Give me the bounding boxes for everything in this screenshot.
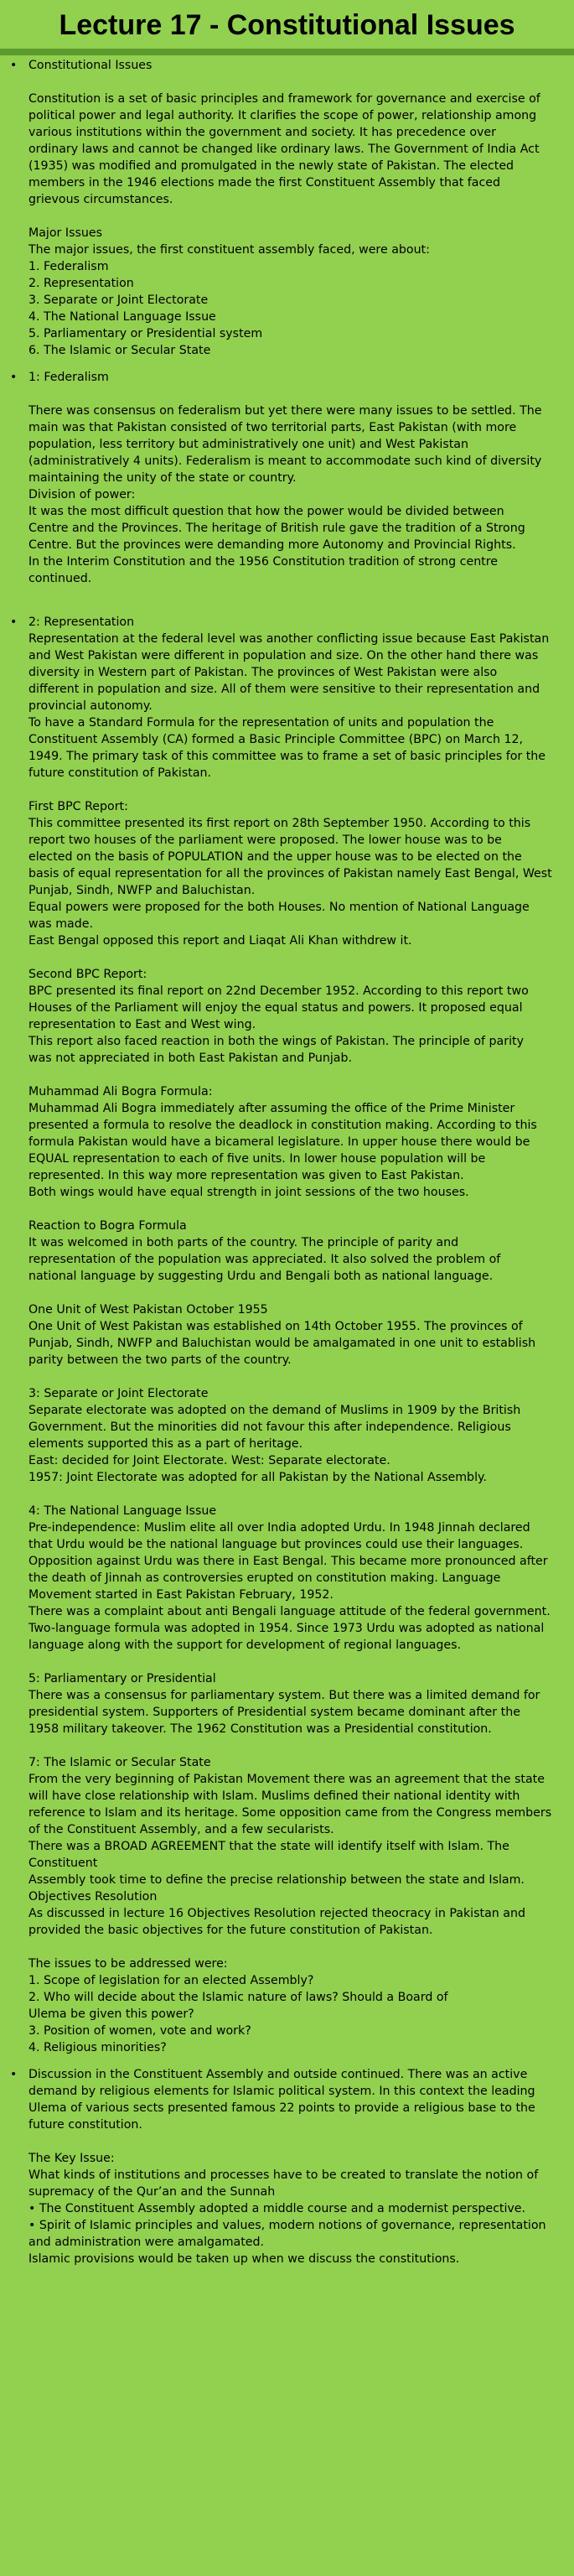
- text-line: Islamic provisions would be taken up when we discuss the constitutions.: [28, 2252, 460, 2266]
- text-line: This report also faced reaction in both the wings of Pakistan. The principle of parity: [28, 1035, 524, 1048]
- blank-line: [28, 1737, 568, 1754]
- text-line: population, less territory but administratively one unit) and West Pakistan: [28, 438, 468, 451]
- text-line: report two houses of the parliament were proposed. The lower house was to be: [28, 834, 502, 847]
- text-line: Assembly took time to define the precise relationship between the state and Islam.: [28, 1873, 525, 1887]
- text-line: Equal powers were proposed for the both Houses. No mention of National Language: [28, 901, 530, 914]
- text-line: Centre. But the provinces were demanding more Autonomy and Provincial Rights.: [28, 538, 516, 552]
- text-line: There was a BROAD AGREEMENT that the state will identify itself with Islam. The: [28, 1840, 509, 1853]
- text-line: This committee presented its first report on 28th September 1950. According to this: [28, 817, 531, 830]
- text-line: One Unit of West Pakistan was established on 14th October 1955. The provinces of: [28, 1320, 523, 1333]
- text-line: Muhammad Ali Bogra Formula:: [28, 1085, 213, 1098]
- blank-line: [28, 1939, 568, 1955]
- text-line: There was consensus on federalism but yet there were many issues to be settled. The: [28, 404, 542, 418]
- text-line: of the Constituent Assembly, and a few secularists.: [28, 1823, 334, 1836]
- text-line: 4. Religious minorities?: [28, 2041, 167, 2054]
- text-line: (administratively 4 units). Federalism is meant to accommodate such kind of diversity: [28, 454, 542, 468]
- section-spacer: [7, 359, 568, 369]
- text-line: Major Issues: [28, 226, 102, 240]
- text-line: Movement started in East Pakistan February, 1952.: [28, 1588, 334, 1602]
- text-line: To have a Standard Formula for the representation of units and population the: [28, 716, 494, 730]
- text-line: East Bengal opposed this report and Liaqat Ali Khan withdrew it.: [28, 934, 412, 948]
- blank-line: [28, 1368, 568, 1385]
- text-line: What kinds of institutions and processes have to be created to translate the notion of: [28, 2168, 539, 2182]
- blank-line: [28, 386, 568, 402]
- text-line: Pre-independence: Muslim elite all over India adopted Urdu. In 1948 Jinnah declared: [28, 1521, 530, 1535]
- blank-line: [28, 782, 568, 798]
- text-line: different in population and size. All of them were sensitive to their representation and: [28, 683, 540, 696]
- text-line: BPC presented its final report on 22nd December 1952. According to this report two: [28, 984, 529, 998]
- text-line: • The Constituent Assembly adopted a middle course and a modernist perspective.: [28, 2202, 526, 2215]
- text-line: Representation at the federal level was another conflicting issue because East Pakistan: [28, 632, 550, 646]
- text-line: Reaction to Bogra Formula: [28, 1219, 187, 1233]
- text-line: language along with the support for development of regional languages.: [28, 1639, 462, 1652]
- text-line: provided the basic objectives for the future constitution of Pakistan.: [28, 1924, 433, 1937]
- bullet-icon: •: [10, 59, 18, 72]
- page-title: Lecture 17 - Constitutional Issues: [59, 9, 515, 41]
- text-line: Opposition against Urdu was there in East Bengal. This became more pronounced after: [28, 1555, 548, 1568]
- text-line: reference to Islam and its heritage. Some opposition came from the Congress members: [28, 1806, 552, 1820]
- text-line: (1935) was modified and promulgated in the newly state of Pakistan. The elected: [28, 159, 515, 173]
- text-line: Constituent Assembly (CA) formed a Basic Principle Committee (BPC) on March 12,: [28, 733, 524, 746]
- text-line: that Urdu would be the national language but provinces could use their languages.: [28, 1538, 524, 1551]
- text-line: Government. But the minorities did not favour this after independence. Religious: [28, 1420, 511, 1434]
- text-line: The Key Issue:: [28, 2152, 115, 2165]
- text-line: was made.: [28, 917, 93, 931]
- text-line: 2: Representation: [28, 615, 135, 629]
- text-line: East: decided for Joint Electorate. West: Separate electorate.: [28, 1454, 390, 1467]
- text-line: national language by suggesting Urdu and Bengali both as national language.: [28, 1270, 494, 1283]
- text-line: provincial autonomy.: [28, 699, 153, 713]
- bullet-icon: •: [10, 2068, 18, 2081]
- text-line: members in the 1946 elections made the first Constituent Assembly that faced: [28, 176, 501, 190]
- text-line: was not appreciated in both East Pakistan and Punjab.: [28, 1052, 353, 1065]
- text-line: 4: The National Language Issue: [28, 1504, 217, 1518]
- text-line: 3: Separate or Joint Electorate: [28, 1387, 209, 1400]
- text-line: Punjab, Sindh, NWFP and Baluchistan would be amalgamated in one unit to establish: [28, 1337, 536, 1350]
- text-line: 3. Separate or Joint Electorate: [28, 293, 209, 307]
- text-line: As discussed in lecture 16 Objectives Resolution rejected theocracy in Pakistan and: [28, 1907, 525, 1920]
- text-line: future constitution.: [28, 2118, 142, 2132]
- text-line: The major issues, the first constituent assembly faced, were about:: [28, 243, 430, 257]
- text-line: 1958 military takeover. The 1962 Constitution was a Presidential constitution.: [28, 1722, 492, 1736]
- text-line: Centre and the Provinces. The heritage of British rule gave the tradition of a Strong: [28, 522, 525, 535]
- blank-line: [28, 2133, 568, 2150]
- text-line: represented. In this way more representation was given to East Pakistan.: [28, 1169, 464, 1182]
- bullet-section: [7, 369, 568, 604]
- text-line: Constitution is a set of basic principles and framework for governance and exercise of: [28, 92, 540, 106]
- text-line: basis of equal representation for all the provinces of Pakistan namely East Bengal, West: [28, 867, 552, 880]
- blank-line: [28, 949, 568, 966]
- text-line: There was a consensus for parliamentary system. But there was a limited demand for: [28, 1689, 540, 1702]
- text-line: presidential system. Supporters of Presidential system became dominant after the: [28, 1706, 520, 1719]
- text-line: 6. The Islamic or Secular State: [28, 344, 211, 357]
- text-line: One Unit of West Pakistan October 1955: [28, 1303, 268, 1317]
- text-line: will have close relationship with Islam. Muslims defined their national identity with: [28, 1789, 520, 1803]
- text-line: Muhammad Ali Bogra immediately after assuming the office of the Prime Minister: [28, 1102, 515, 1115]
- text-line: various institutions within the government and society. It has precedence over: [28, 126, 496, 139]
- section-spacer: [7, 2056, 568, 2066]
- text-line: It was welcomed in both parts of the country. The principle of parity and: [28, 1236, 459, 1249]
- text-line: and West Pakistan were different in population and size. On the other hand there was: [28, 649, 539, 662]
- text-line: maintaining the unity of the state or country.: [28, 471, 297, 485]
- text-line: 7: The Islamic or Secular State: [28, 1756, 211, 1769]
- blank-line: [28, 1285, 568, 1301]
- title-divider: [0, 49, 574, 55]
- text-line: representation to East and West wing.: [28, 1018, 256, 1031]
- text-line: representation of the population was appreciated. It also solved the problem of: [28, 1253, 501, 1266]
- text-line: formula Pakistan would have a bicameral legislature. In upper house there would be: [28, 1135, 530, 1149]
- text-line: Division of power:: [28, 488, 136, 501]
- text-line: From the very beginning of Pakistan Movement there was an agreement that the state: [28, 1773, 545, 1786]
- bullet-section: [7, 2066, 568, 2267]
- text-line: Punjab, Sindh, NWFP and Baluchistan.: [28, 884, 256, 897]
- text-line: EQUAL representation to each of five units. In lower house population will be: [28, 1152, 486, 1166]
- text-line: main was that Pakistan consisted of two territorial parts, East Pakistan (with more: [28, 421, 517, 434]
- text-line: Houses of the Parliament will enjoy the equal status and powers. It proposed equal: [28, 1001, 523, 1015]
- text-line: future constitution of Pakistan.: [28, 766, 212, 780]
- text-line: elected on the basis of POPULATION and the upper house was to be elected on the: [28, 850, 522, 864]
- blank-line: [28, 74, 568, 91]
- blank-line: [28, 208, 568, 225]
- text-line: parity between the two parts of the country.: [28, 1353, 292, 1367]
- text-line: The issues to be addressed were:: [28, 1957, 228, 1971]
- text-line: Constituent: [28, 1857, 98, 1870]
- text-line: grievous circumstances.: [28, 193, 173, 206]
- text-line: and administration were amalgamated.: [28, 2236, 265, 2249]
- text-line: In the Interim Constitution and the 1956 Constitution tradition of strong centre: [28, 555, 498, 569]
- blank-line: [28, 1067, 568, 1083]
- text-line: ordinary laws and cannot be changed like ordinary laws. The Government of India Act: [28, 143, 540, 156]
- text-line: Second BPC Report:: [28, 968, 147, 981]
- text-line: 2. Representation: [28, 277, 134, 290]
- text-line: 2. Who will decide about the Islamic nature of laws? Should a Board of: [28, 1991, 448, 2004]
- text-line: Two-language formula was adopted in 1954. Since 1973 Urdu was adopted as national: [28, 1622, 545, 1635]
- text-line: the death of Jinnah as controversies erupted on constitution making. Language: [28, 1571, 501, 1585]
- text-line: Ulema of various sects presented famous 22 points to provide a religious base to the: [28, 2101, 535, 2115]
- text-line: Objectives Resolution: [28, 1890, 158, 1903]
- text-line: Constitutional Issues: [28, 59, 153, 72]
- text-line: presented a formula to resolve the deadlock in constitution making. According to this: [28, 1119, 537, 1132]
- bullet-section: [7, 614, 568, 2056]
- text-line: diversity in Western part of Pakistan. The provinces of West Pakistan were also: [28, 666, 498, 679]
- text-line: continued.: [28, 572, 92, 585]
- text-line: demand by religious elements for Islamic political system. In this context the leading: [28, 2085, 535, 2098]
- bullet-icon: •: [10, 615, 18, 629]
- text-line: 1: Federalism: [28, 371, 109, 384]
- blank-line: [28, 587, 568, 604]
- text-line: 3. Position of women, vote and work?: [28, 2024, 251, 2038]
- text-line: 5. Parliamentary or Presidential system: [28, 327, 263, 340]
- text-line: supremacy of the Qur’an and the Sunnah: [28, 2185, 276, 2199]
- text-line: 5: Parliamentary or Presidential: [28, 1672, 216, 1685]
- text-line: 1. Federalism: [28, 260, 109, 273]
- text-line: 4. The National Language Issue: [28, 310, 216, 324]
- section-spacer: [7, 604, 568, 614]
- bullet-icon: •: [10, 371, 18, 384]
- text-line: First BPC Report:: [28, 800, 128, 813]
- blank-line: [28, 1654, 568, 1670]
- lecture-content: [7, 57, 568, 2277]
- text-line: 1949. The primary task of this committee was to frame a set of basic principles for the: [28, 750, 546, 763]
- text-line: 1. Scope of legislation for an elected Assembly?: [28, 1974, 314, 1987]
- text-line: Separate electorate was adopted on the demand of Muslims in 1909 by the British: [28, 1404, 521, 1417]
- section-spacer: [7, 2267, 568, 2277]
- bullet-section: [7, 57, 568, 359]
- text-line: Both wings would have equal strength in joint sessions of the two houses.: [28, 1186, 469, 1199]
- blank-line: [28, 1486, 568, 1503]
- text-line: Discussion in the Constituent Assembly and outside continued. There was an active: [28, 2068, 528, 2081]
- text-line: political power and legal authority. It clarifies the scope of power, relationship among: [28, 109, 537, 122]
- text-line: Ulema be given this power?: [28, 2007, 194, 2021]
- text-line: elements supported this as a part of heritage.: [28, 1437, 303, 1451]
- text-line: • Spirit of Islamic principles and values, modern notions of governance, representation: [28, 2219, 546, 2232]
- text-line: It was the most difficult question that how the power would be divided between: [28, 505, 504, 518]
- text-line: There was a complaint about anti Bengali language attitude of the federal government.: [28, 1605, 551, 1618]
- text-line: 1957: Joint Electorate was adopted for all Pakistan by the National Assembly.: [28, 1471, 487, 1484]
- blank-line: [28, 1201, 568, 1218]
